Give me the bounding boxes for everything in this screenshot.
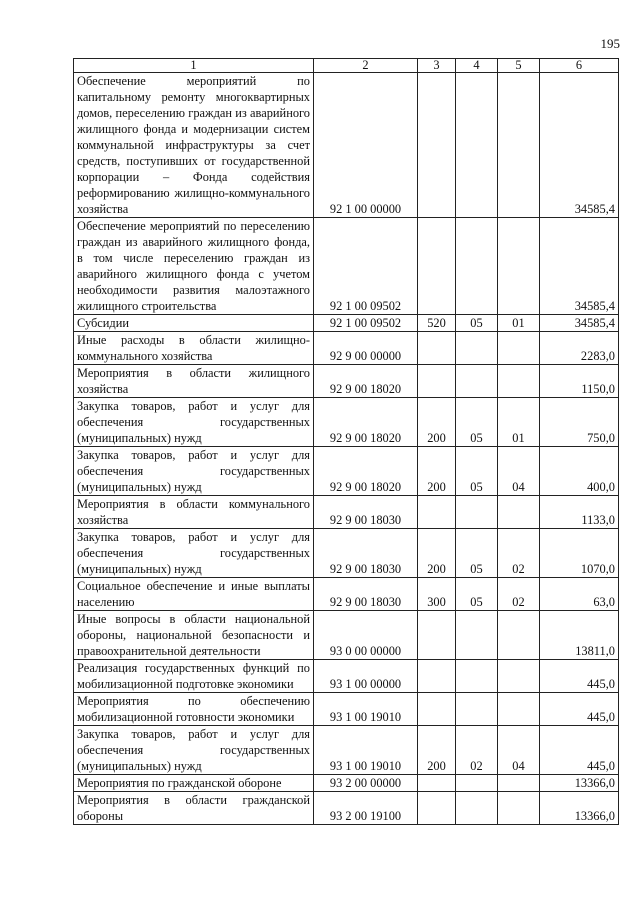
section-cell — [456, 332, 498, 365]
table-row — [74, 218, 619, 315]
expense-name-cell: Закупка товаров, работ и услуг для обеспечения государственных (муниципальных) нужд — [74, 447, 314, 496]
section-cell: 05 — [456, 447, 498, 496]
expense-name-cell: Обеспечение мероприятий по капитальному ремонту многоквартирных домов, переселению граждан из аварийного жилищного фонда и модернизации систем коммунальной инфраструктуры за счет средств, поступивших от государственной корпорации – Фонда содействия реформированию жилищно-коммунального хозяйства — [74, 73, 314, 218]
amount-cell: 1133,0 — [540, 496, 619, 529]
table-row — [74, 726, 619, 775]
amount-cell: 750,0 — [540, 398, 619, 447]
target-article-code-cell: 92 9 00 18030 — [314, 496, 418, 529]
table-body — [74, 73, 619, 825]
section-cell — [456, 660, 498, 693]
section-cell: 05 — [456, 529, 498, 578]
amount-cell: 445,0 — [540, 693, 619, 726]
subsection-cell — [498, 611, 540, 660]
table-row — [74, 447, 619, 496]
expense-type-cell — [418, 693, 456, 726]
expense-name-cell: Закупка товаров, работ и услуг для обеспечения государственных (муниципальных) нужд — [74, 398, 314, 447]
subsection-cell — [498, 496, 540, 529]
target-article-code-cell: 93 1 00 00000 — [314, 660, 418, 693]
subsection-cell — [498, 365, 540, 398]
amount-cell: 2283,0 — [540, 332, 619, 365]
expense-type-cell — [418, 73, 456, 218]
column-header-2: 2 — [314, 59, 418, 73]
amount-cell: 1150,0 — [540, 365, 619, 398]
expense-name-cell: Мероприятия в области жилищного хозяйства — [74, 365, 314, 398]
table-row — [74, 693, 619, 726]
subsection-cell — [498, 660, 540, 693]
amount-cell: 445,0 — [540, 660, 619, 693]
table-row — [74, 578, 619, 611]
table-row — [74, 775, 619, 792]
amount-cell: 34585,4 — [540, 218, 619, 315]
expense-name-cell: Мероприятия по гражданской обороне — [74, 775, 314, 792]
target-article-code-cell: 92 9 00 00000 — [314, 332, 418, 365]
section-cell: 05 — [456, 315, 498, 332]
table-row — [74, 660, 619, 693]
expense-name-cell: Закупка товаров, работ и услуг для обеспечения государственных (муниципальных) нужд — [74, 726, 314, 775]
subsection-cell — [498, 693, 540, 726]
header-row — [74, 59, 619, 73]
expense-name-cell: Обеспечение мероприятий по переселению граждан из аварийного жилищного фонда, в том числе переселению граждан из аварийного жилищного фонда с учетом необходимости развития малоэтажного жилищного строительства — [74, 218, 314, 315]
column-header-5: 5 — [498, 59, 540, 73]
subsection-cell — [498, 218, 540, 315]
target-article-code-cell: 93 2 00 19100 — [314, 792, 418, 825]
expense-type-cell: 200 — [418, 529, 456, 578]
amount-cell: 34585,4 — [540, 315, 619, 332]
subsection-cell: 02 — [498, 529, 540, 578]
section-cell — [456, 693, 498, 726]
expense-name-cell: Иные расходы в области жилищно-коммунального хозяйства — [74, 332, 314, 365]
expense-name-cell: Мероприятия в области коммунального хозяйства — [74, 496, 314, 529]
section-cell — [456, 611, 498, 660]
section-cell — [456, 73, 498, 218]
target-article-code-cell: 92 9 00 18020 — [314, 447, 418, 496]
expense-type-cell — [418, 792, 456, 825]
target-article-code-cell: 93 2 00 00000 — [314, 775, 418, 792]
expense-type-cell — [418, 332, 456, 365]
section-cell — [456, 218, 498, 315]
expense-type-cell — [418, 365, 456, 398]
amount-cell: 63,0 — [540, 578, 619, 611]
column-header-1: 1 — [74, 59, 314, 73]
table-row — [74, 496, 619, 529]
expense-name-cell: Закупка товаров, работ и услуг для обеспечения государственных (муниципальных) нужд — [74, 529, 314, 578]
expense-type-cell: 520 — [418, 315, 456, 332]
subsection-cell — [498, 775, 540, 792]
expense-type-cell: 200 — [418, 726, 456, 775]
amount-cell: 34585,4 — [540, 73, 619, 218]
subsection-cell: 01 — [498, 315, 540, 332]
column-header-6: 6 — [540, 59, 619, 73]
target-article-code-cell: 92 9 00 18020 — [314, 398, 418, 447]
subsection-cell: 01 — [498, 398, 540, 447]
expense-type-cell: 200 — [418, 447, 456, 496]
column-header-4: 4 — [456, 59, 498, 73]
expense-name-cell: Мероприятия по обеспечению мобилизационной готовности экономики — [74, 693, 314, 726]
table-row — [74, 792, 619, 825]
expense-type-cell — [418, 218, 456, 315]
section-cell — [456, 792, 498, 825]
table-row — [74, 365, 619, 398]
expense-type-cell — [418, 775, 456, 792]
section-cell: 05 — [456, 578, 498, 611]
expense-type-cell: 200 — [418, 398, 456, 447]
amount-cell: 1070,0 — [540, 529, 619, 578]
target-article-code-cell: 92 1 00 00000 — [314, 73, 418, 218]
subsection-cell: 04 — [498, 447, 540, 496]
expense-name-cell: Социальное обеспечение и иные выплаты населению — [74, 578, 314, 611]
section-cell — [456, 775, 498, 792]
amount-cell: 13366,0 — [540, 792, 619, 825]
target-article-code-cell: 92 1 00 09502 — [314, 315, 418, 332]
table-header — [74, 59, 619, 73]
subsection-cell: 04 — [498, 726, 540, 775]
expense-type-cell — [418, 611, 456, 660]
amount-cell: 13811,0 — [540, 611, 619, 660]
subsection-cell — [498, 792, 540, 825]
table-row — [74, 73, 619, 218]
target-article-code-cell: 92 9 00 18030 — [314, 529, 418, 578]
subsection-cell — [498, 73, 540, 218]
expense-name-cell: Реализация государственных функций по мобилизационной подготовке экономики — [74, 660, 314, 693]
budget-table — [73, 58, 619, 825]
table-row — [74, 529, 619, 578]
section-cell — [456, 496, 498, 529]
table-row — [74, 611, 619, 660]
expense-name-cell: Субсидии — [74, 315, 314, 332]
table-row — [74, 315, 619, 332]
target-article-code-cell: 93 1 00 19010 — [314, 693, 418, 726]
target-article-code-cell: 92 9 00 18030 — [314, 578, 418, 611]
subsection-cell — [498, 332, 540, 365]
amount-cell: 400,0 — [540, 447, 619, 496]
column-header-3: 3 — [418, 59, 456, 73]
expense-name-cell: Мероприятия в области гражданской обороны — [74, 792, 314, 825]
expense-type-cell — [418, 496, 456, 529]
target-article-code-cell: 92 9 00 18020 — [314, 365, 418, 398]
table-row — [74, 332, 619, 365]
amount-cell: 13366,0 — [540, 775, 619, 792]
expense-type-cell — [418, 660, 456, 693]
section-cell: 05 — [456, 398, 498, 447]
expense-type-cell: 300 — [418, 578, 456, 611]
target-article-code-cell: 92 1 00 09502 — [314, 218, 418, 315]
section-cell — [456, 365, 498, 398]
amount-cell: 445,0 — [540, 726, 619, 775]
subsection-cell: 02 — [498, 578, 540, 611]
table-row — [74, 398, 619, 447]
section-cell: 02 — [456, 726, 498, 775]
target-article-code-cell: 93 0 00 00000 — [314, 611, 418, 660]
target-article-code-cell: 93 1 00 19010 — [314, 726, 418, 775]
page-number: 195 — [600, 36, 620, 51]
expense-name-cell: Иные вопросы в области национальной обороны, национальной безопасности и правоохранительной деятельности — [74, 611, 314, 660]
